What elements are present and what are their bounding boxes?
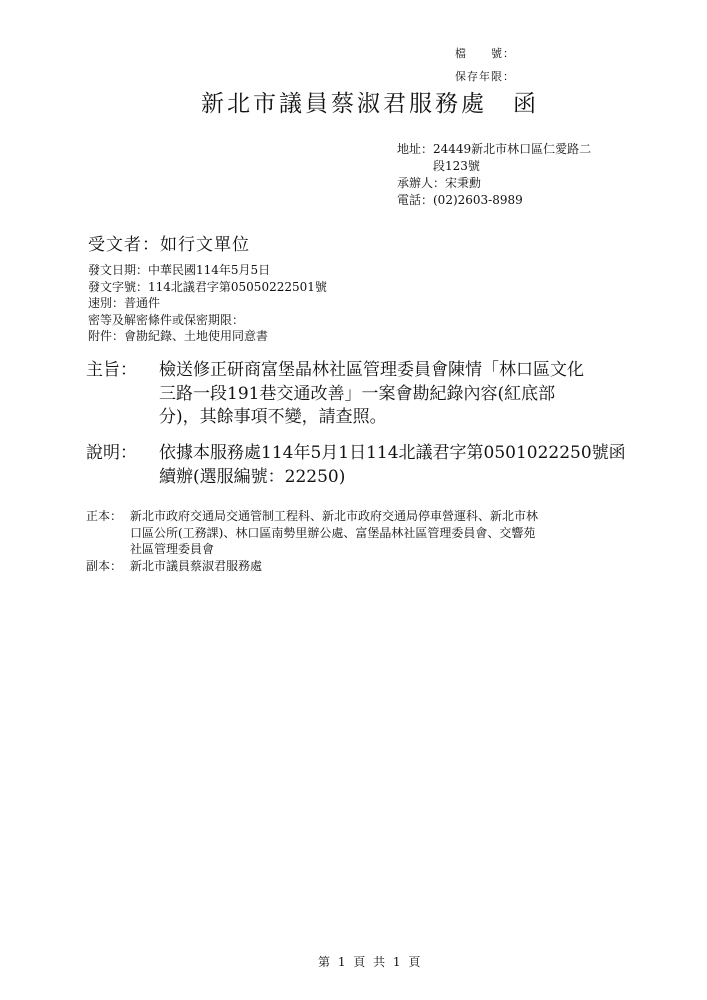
retention-period-label: 保存年限： <box>455 70 515 83</box>
subject-section <box>86 359 584 430</box>
document-number: 發文字號：114北議君字第05050222501號 <box>88 279 327 294</box>
speed-class: 速別：普通件 <box>88 296 161 310</box>
recipient: 受文者：如行文單位 <box>88 235 250 255</box>
explanation-label: 說明： <box>86 443 137 463</box>
primary-recipients-text: 新北市政府交通局交通管制工程科、新北市政府交通局停車營運科、新北市林 口區公所(工務課)、林口區南勢里辦公處、富堡晶林社區管理委員會、交響苑 社區管理委員會 <box>130 509 539 556</box>
explanation-text: 依據本服務處114年5月1日114北議君字第0501022250號函 續辦(選服編號：22250) <box>159 443 626 487</box>
primary-recipients-label: 正本： <box>86 509 123 523</box>
document-title: 新北市議員蔡淑君服務處 函 <box>201 91 539 117</box>
contact-block <box>397 141 591 209</box>
address-line-2: 段123號 <box>433 159 480 173</box>
address-line-1: 地址：24449新北市林口區仁愛路二 <box>397 142 592 156</box>
issue-date: 發文日期：中華民國114年5月5日 <box>88 263 271 277</box>
distribution-section <box>86 508 538 574</box>
copy-recipients-text: 新北市議員蔡淑君服務處 <box>130 558 263 573</box>
subject-text: 檢送修正研商富堡晶林社區管理委員會陳情「林口區文化 三路一段191巷交通改善」一案會勘紀錄內容(紅底部 分)，其餘事項不變，請查照。 <box>159 360 584 427</box>
handler: 承辦人：宋秉勳 <box>397 176 482 190</box>
issuance-info <box>88 262 327 345</box>
copy-recipients-label: 副本： <box>86 558 123 573</box>
subject-label: 主旨： <box>86 360 137 380</box>
explanation-section <box>86 442 626 489</box>
attachments: 附件：會勘紀錄、土地使用同意書 <box>88 329 269 343</box>
phone: 電話：(02)2603-8989 <box>397 193 523 207</box>
file-number-label: 檔 號： <box>455 47 515 60</box>
page-indicator: 第 1 頁 共 1 頁 <box>318 955 423 969</box>
secrecy-level: 密等及解密條件或保密期限： <box>88 312 245 327</box>
